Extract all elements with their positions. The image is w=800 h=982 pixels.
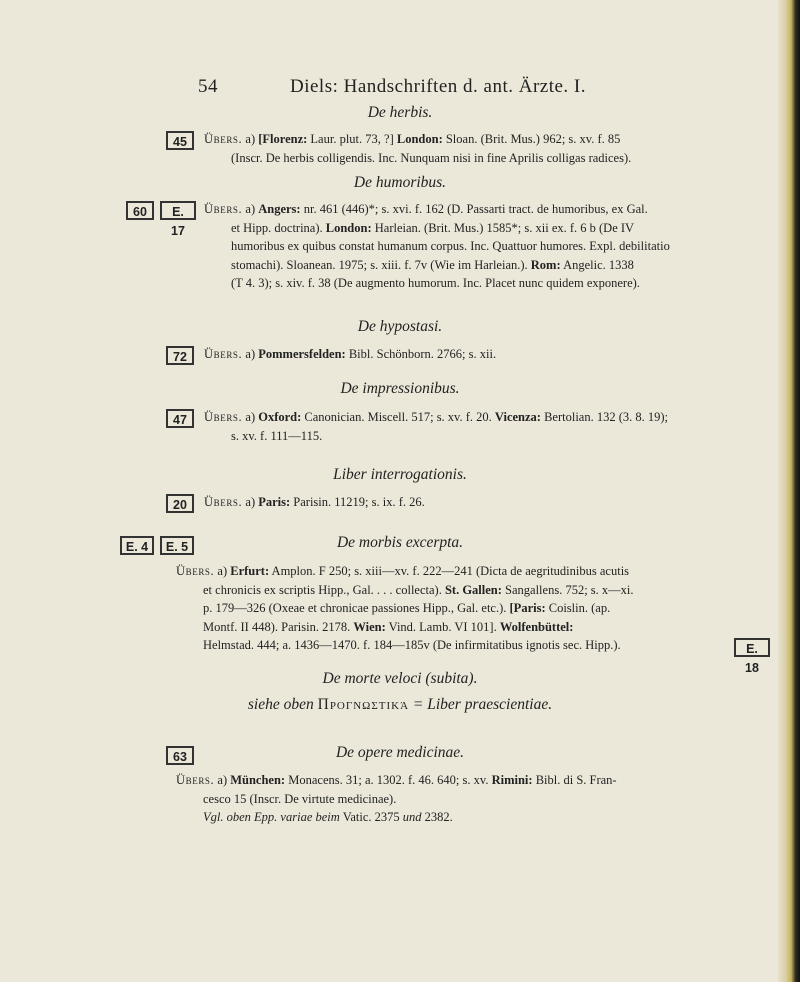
reference-number-box: 20: [166, 494, 194, 513]
reference-number-box: 47: [166, 409, 194, 428]
section-heading: De opere medicinae.: [335, 744, 465, 761]
cross-reference: siehe oben Προγνωστικά = Liber praescientiae.: [247, 696, 553, 713]
section-heading: De morte veloci (subita).: [322, 670, 478, 687]
section-heading: De morbis excerpta.: [336, 534, 464, 551]
running-title: Diels: Handschriften d. ant. Ärzte. I.: [290, 76, 586, 97]
entry-text: Übers. a) [Florenz: Laur. plut. 73, ?] London: Sloan. (Brit. Mus.) 962; s. xv. f. 85 (Inscr. De herbis colligendis. Inc. Nunquam nisi in fine Aprilis colligas radices).: [204, 132, 632, 165]
reference-number-box: 60: [126, 201, 154, 220]
page-number: 54: [198, 76, 218, 97]
entry-text: Übers. a) Erfurt: Amplon. F 250; s. xiii—xv. f. 222—241 (Dicta de aegritudinibus acutis et chronicis ex scriptis Hipp., Gal. . . . collecta). St. Gallen: Sangallens. 752; s. x—xi. p. 179—326 (Oxeae et chronicae passiones Hipp., Gal. etc.). [Paris: Coislin. (ap. Montf. II 448). Parisin. 2178. Wien: Vind. Lamb. VI 101]. Wolfenbüttel: Helmstad. 444; a. 1436—1470. f. 184—185v (De infirmitatibus ignotis sec. Hipp.).: [176, 564, 634, 652]
entry-text: Übers. a) Pommersfelden: Bibl. Schönborn. 2766; s. xii.: [204, 347, 497, 361]
section-heading: Liber interrogationis.: [333, 466, 467, 483]
reference-number-box: E. 17: [160, 201, 196, 220]
reference-number-box: E. 5: [160, 536, 194, 555]
reference-number-box: E. 4: [120, 536, 154, 555]
section-heading: De humoribus.: [353, 174, 447, 191]
entry-text: Übers. a) Oxford: Canonician. Miscell. 517; s. xv. f. 20. Vicenza: Bertolian. 132 (3. 8. 19); s. xv. f. 111—115.: [204, 410, 669, 443]
entry-text: Übers. a) Paris: Parisin. 11219; s. ix. f. 26.: [204, 495, 425, 509]
entry-text: Übers. a) Angers: nr. 461 (446)*; s. xvi. f. 162 (D. Passarti tract. de humoribus, ex Gal. et Hipp. doctrina). London: Harleian. (Brit. Mus.) 1585*; s. xii ex. f. 6 b (De IV humoribus ex quibus constat humanum corpus. Inc. Quattuor humores. Expl. debilitatio stomachi). Sloanean. 1975; s. xiii. f. 7v (Wie im Harleian.). Rom: Angelic. 1338 (T 4. 3); s. xiv. f. 38 (De augmento humorum. Inc. Placet nunc quidem exponere).: [204, 202, 670, 290]
reference-number-box: 63: [166, 746, 194, 765]
reference-number-box: 45: [166, 131, 194, 150]
book-spine-edge: [778, 0, 800, 982]
entry-text: Übers. a) München: Monacens. 31; a. 1302. f. 46. 640; s. xv. Rimini: Bibl. di S. Fran- cesco 15 (Inscr. De virtute medicinae). Vgl. oben Epp. variae beim Vatic. 2375 und 2382.: [176, 773, 617, 824]
section-heading: De herbis.: [367, 104, 433, 121]
section-heading: De hypostasi.: [357, 318, 443, 335]
reference-number-box: 72: [166, 346, 194, 365]
running-header: [198, 76, 586, 98]
section-heading: De impressionibus.: [340, 380, 460, 397]
reference-number-box: E. 18: [734, 638, 770, 657]
